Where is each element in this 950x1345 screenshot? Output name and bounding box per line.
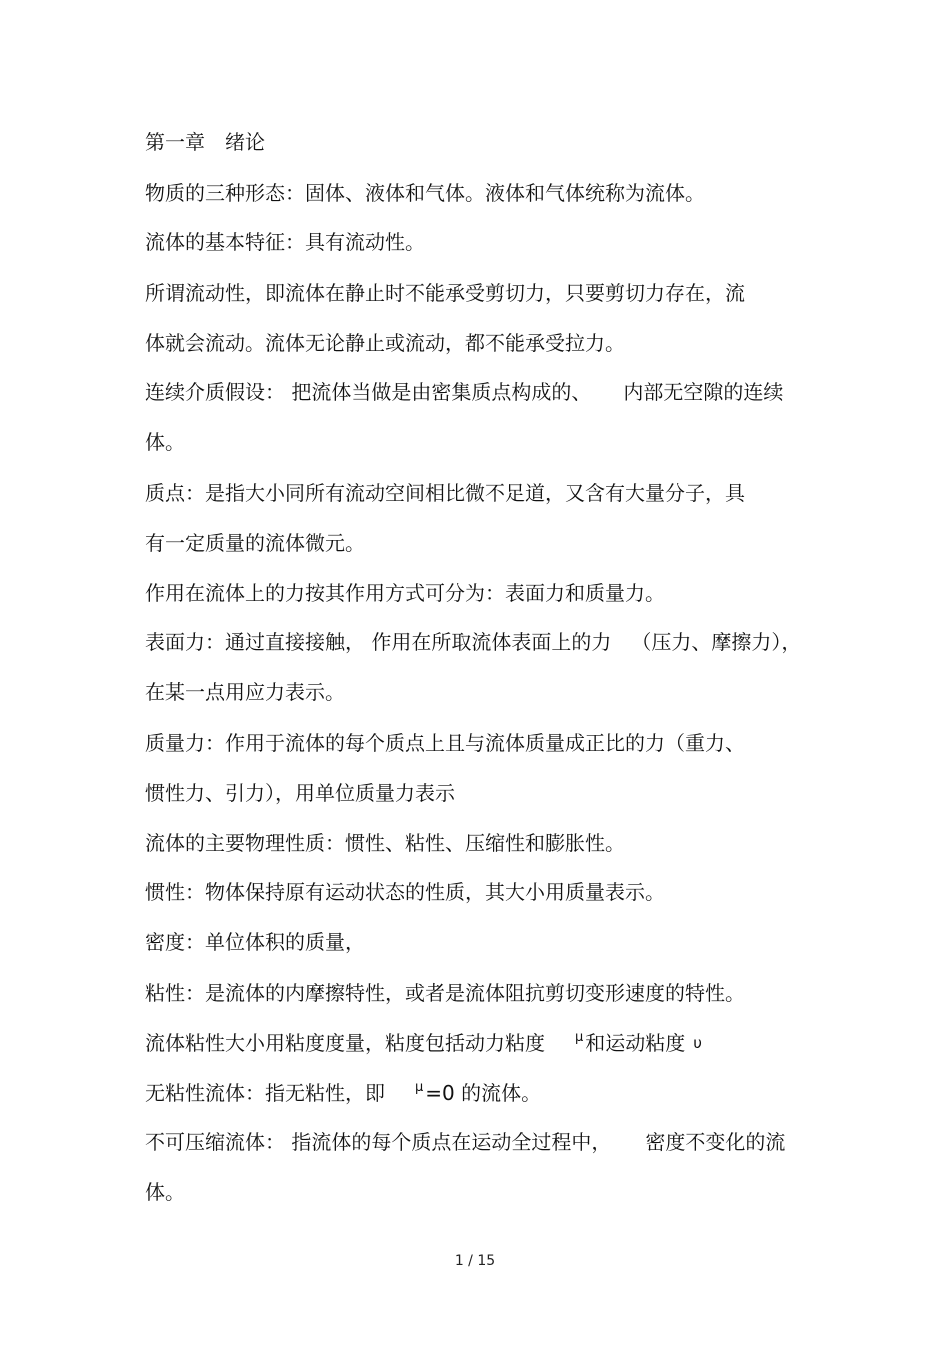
paragraph-line: 流体的主要物理性质：惯性、粘性、压缩性和膨胀性。 xyxy=(145,831,625,855)
paragraph-line: 流体的基本特征：具有流动性。 xyxy=(145,230,425,254)
paragraph-line: 惯性：物体保持原有运动状态的性质，其大小用质量表示。 xyxy=(145,880,665,904)
text-segment: =0 的流体。 xyxy=(425,1081,542,1105)
text-segment: 内部无空隙的连续 xyxy=(623,380,784,404)
text-segment: 连续介质假设： 把流体当做是由密集质点构成的、 xyxy=(145,380,592,404)
paragraph-line xyxy=(145,379,783,405)
chapter-heading: 第一章 绪论 xyxy=(145,130,265,154)
paragraph-line xyxy=(145,1030,704,1060)
paragraph-line: 所谓流动性，即流体在静止时不能承受剪切力，只要剪切力存在，流 xyxy=(145,281,745,305)
paragraph-line xyxy=(145,1080,541,1110)
mu-symbol: μ xyxy=(575,1030,584,1045)
paragraph-line: 体。 xyxy=(145,430,185,454)
nu-symbol: υ xyxy=(693,1034,702,1052)
paragraph-line xyxy=(145,1129,785,1155)
text-segment: 和运动粘度 xyxy=(585,1031,686,1055)
page-number: 1 / 15 xyxy=(454,1253,496,1269)
paragraph-line: 粘性：是流体的内摩擦特性，或者是流体阻抗剪切变形速度的特性。 xyxy=(145,981,745,1005)
paragraph-line: 质量力：作用于流体的每个质点上且与流体质量成正比的力（重力、 xyxy=(145,731,745,755)
paragraph-line: 物质的三种形态：固体、液体和气体。液体和气体统称为流体。 xyxy=(145,181,705,205)
paragraph-line: 质点：是指大小同所有流动空间相比微不足道，又含有大量分子，具 xyxy=(145,481,745,505)
text-segment: 密度不变化的流 xyxy=(645,1130,786,1154)
paragraph-line: 密度：单位体积的质量， xyxy=(145,930,365,954)
paragraph-line: 体就会流动。流体无论静止或流动，都不能承受拉力。 xyxy=(145,331,625,355)
mu-symbol: μ xyxy=(415,1080,424,1095)
paragraph-line: 体。 xyxy=(145,1180,185,1204)
paragraph-line: 作用在流体上的力按其作用方式可分为：表面力和质量力。 xyxy=(145,581,665,605)
paragraph-line: 惯性力、引力），用单位质量力表示 xyxy=(145,781,455,805)
paragraph-line: 有一定质量的流体微元。 xyxy=(145,531,365,555)
text-segment: 表面力：通过直接接触， 作用在所取流体表面上的力 xyxy=(145,630,612,654)
text-segment: 不可压缩流体： 指流体的每个质点在运动全过程中， xyxy=(145,1130,612,1154)
text-segment: 流体粘性大小用粘度度量，粘度包括动力粘度 xyxy=(145,1031,545,1055)
text-segment: 无粘性流体：指无粘性，即 xyxy=(145,1081,385,1105)
text-segment: （压力、摩擦力）， xyxy=(631,630,802,654)
paragraph-line: 在某一点用应力表示。 xyxy=(145,680,345,704)
paragraph-line xyxy=(145,629,801,655)
